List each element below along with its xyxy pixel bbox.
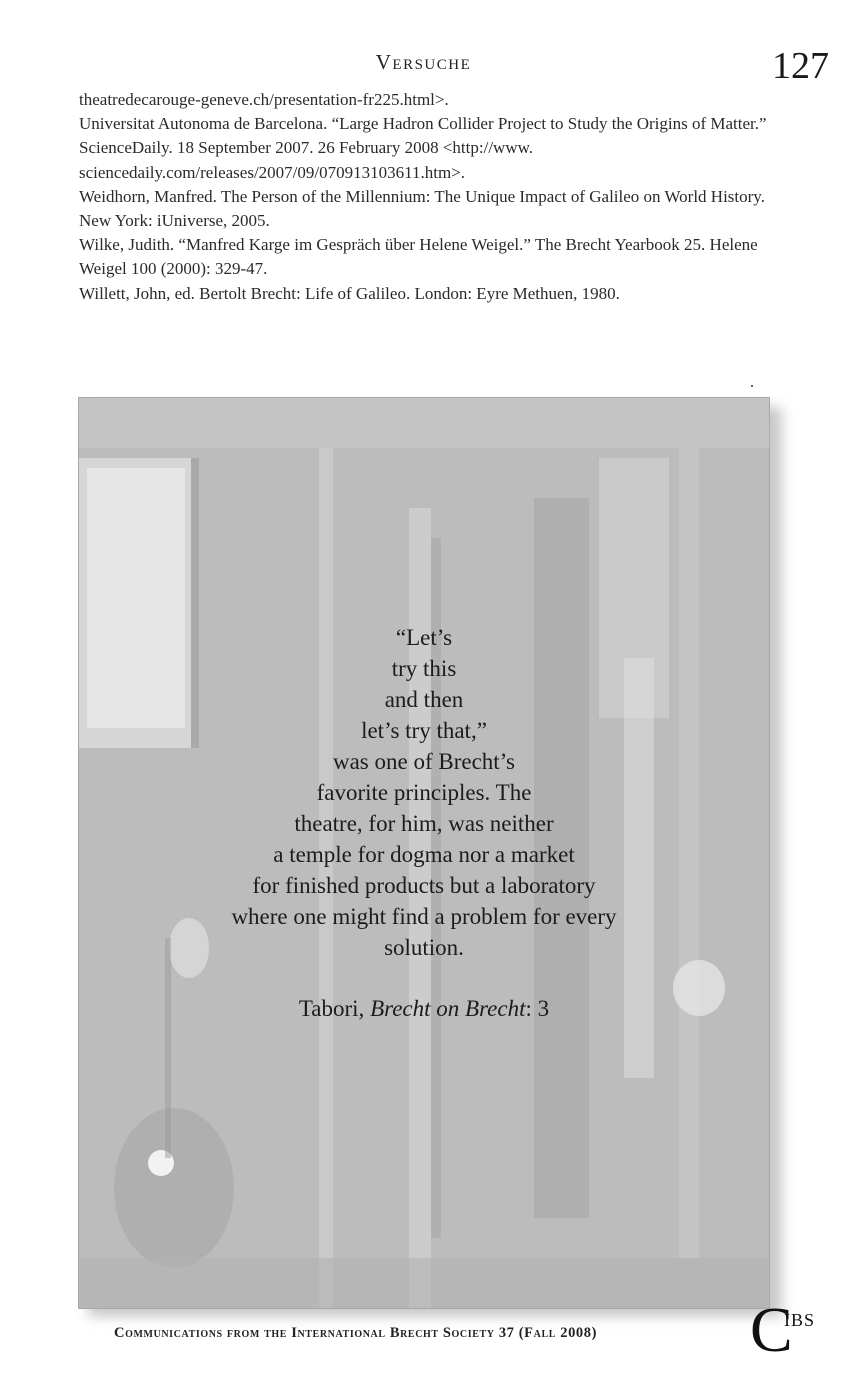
running-head: Versuche: [375, 50, 472, 74]
journal-footer: Communications from the International Brecht Society 37 (Fall 2008): [114, 1325, 598, 1341]
quote-line: favorite principles. The: [316, 780, 532, 805]
reference-entry: theatredecarouge-geneve.ch/presentation-fr225.html>.: [79, 90, 449, 109]
cibs-logo: [750, 1294, 840, 1366]
logo-c: C: [750, 1294, 793, 1365]
quote-line: for finished products but a laboratory: [252, 873, 596, 898]
attribution-title: Brecht on Brecht: [370, 996, 526, 1021]
reference-entry: Willett, John, ed. Bertolt Brecht: Life of Galileo. London: Eyre Methuen, 1980.: [79, 283, 620, 303]
quote-line: was one of Brecht’s: [332, 749, 516, 774]
page-number: 127: [772, 45, 829, 87]
reference-entry: Weidhorn, Manfred. The Person of the Millennium: The Unique Impact of Galileo on World History. New York: iUniverse, 2005.: [79, 186, 765, 231]
attribution-author: Tabori,: [298, 996, 371, 1021]
logo-ibs: IBS: [784, 1310, 816, 1330]
attribution-page: : 3: [525, 996, 550, 1021]
guitar-body: [114, 1108, 234, 1268]
quote-line: where one might find a problem for every: [231, 904, 617, 929]
stray-dot: [751, 385, 753, 387]
quote-attribution: [79, 996, 769, 1022]
quote-line: theatre, for him, was neither: [294, 811, 554, 836]
reference-entry: Wilke, Judith. “Manfred Karge im Gespräch über Helene Weigel.” The Brecht Yearbook 25. Helene Weigel 100 (2000): 329-47.: [79, 235, 758, 279]
quote-block: [79, 622, 769, 963]
quote-line: solution.: [384, 935, 464, 960]
references-list: [79, 88, 779, 306]
quote-line: a temple for dogma nor a market: [273, 842, 575, 867]
quote-line: try this: [391, 656, 457, 681]
quote-line: “Let’s: [395, 625, 453, 650]
reference-entry: Universitat Autonoma de Barcelona. “Large Hadron Collider Project to Study the Origins of Matter.” ScienceDaily. 18 September 2007. 26 February 2008 <http://www. sciencedaily.com/releases/2007/09/070913103611.htm>.: [79, 114, 767, 182]
quote-line: let’s try that,”: [361, 718, 487, 743]
photo-panel: [78, 397, 770, 1309]
quote-line: and then: [384, 687, 464, 712]
